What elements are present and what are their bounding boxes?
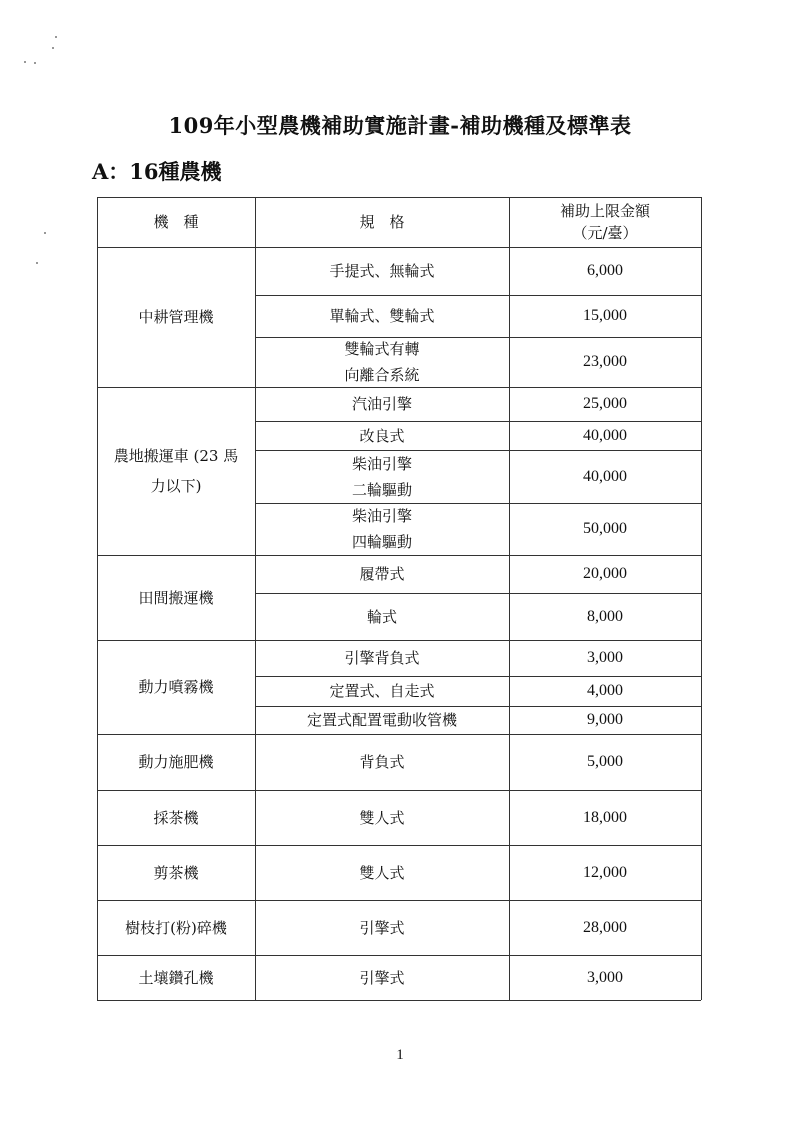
amount-cell [509, 734, 701, 790]
header-limit-unit: （元/臺） [572, 224, 638, 242]
amount-cell [509, 247, 701, 295]
header-machine-label: 機 種 [153, 213, 199, 231]
document-title: 109年小型農機補助實施計畫-補助機種及標準表 [168, 113, 632, 138]
spec-cell [255, 845, 509, 900]
amount-cell [509, 900, 701, 955]
spec-line: 雙人式 [359, 863, 405, 882]
amount-cell [509, 790, 701, 845]
spec-cell [255, 337, 509, 387]
spec-cell [255, 387, 509, 421]
machine-name-line: 動力施肥機 [138, 753, 214, 771]
machine-name [97, 734, 255, 790]
machine-name-line: 農地搬運車 (23 馬 [113, 447, 239, 465]
machine-name [97, 955, 255, 1000]
machine-name [97, 900, 255, 955]
spec-line: 手提式、無輪式 [329, 262, 435, 280]
machine-name-line: 土壤鑽孔機 [138, 968, 214, 987]
amount-cell [509, 295, 701, 337]
amount-cell [509, 421, 701, 450]
amount-value: 6,000 [587, 262, 623, 279]
amount-value: 15,000 [583, 307, 627, 324]
amount-cell [509, 955, 701, 1000]
spec-line: 引擎式 [359, 918, 405, 937]
spec-cell [255, 790, 509, 845]
amount-cell [509, 503, 701, 555]
spec-line: 汽油引擎 [351, 395, 412, 413]
spec-line: 引擎背負式 [344, 649, 420, 667]
amount-value: 28,000 [583, 918, 627, 936]
spec-line: 二輪驅動 [351, 480, 412, 499]
spec-cell [255, 247, 509, 295]
machine-name-line: 樹枝打(粉)碎機 [125, 918, 227, 937]
spec-line: 輪式 [366, 607, 397, 626]
amount-value: 40,000 [583, 426, 627, 444]
header-spec [255, 197, 509, 247]
header-machine [97, 197, 255, 247]
section-heading: A：16種農機 [92, 159, 222, 184]
amount-value: 20,000 [583, 565, 627, 582]
page-number: 1 [396, 1047, 404, 1063]
spec-line: 引擎式 [359, 968, 405, 987]
header-limit [509, 197, 701, 247]
spec-line: 雙人式 [359, 808, 405, 827]
spec-line: 定置式、自走式 [329, 682, 435, 700]
amount-cell [509, 337, 701, 387]
amount-value: 4,000 [587, 682, 623, 699]
amount-cell [509, 593, 701, 640]
machine-name [97, 555, 255, 640]
table-rule [701, 197, 702, 1000]
amount-cell [509, 640, 701, 676]
amount-value: 3,000 [587, 649, 623, 666]
spec-cell [255, 676, 509, 706]
spec-cell [255, 555, 509, 593]
amount-value: 18,000 [583, 808, 627, 826]
table-rule [97, 1000, 701, 1001]
spec-line: 向離合系統 [344, 366, 420, 384]
spec-cell [255, 503, 509, 555]
spec-line: 改良式 [359, 426, 405, 445]
machine-name-line: 中耕管理機 [138, 308, 214, 326]
spec-cell [255, 295, 509, 337]
spec-line: 單輪式、雙輪式 [329, 307, 435, 325]
amount-value: 5,000 [587, 753, 623, 770]
machine-name-line: 田間搬運機 [138, 588, 214, 607]
machine-name [97, 845, 255, 900]
amount-value: 23,000 [583, 353, 627, 370]
spec-cell [255, 900, 509, 955]
amount-value: 40,000 [583, 467, 627, 485]
machine-name [97, 387, 255, 555]
amount-value: 25,000 [583, 395, 627, 412]
spec-line: 雙輪式有轉 [344, 340, 420, 358]
amount-cell [509, 387, 701, 421]
spec-cell [255, 640, 509, 676]
amount-cell [509, 555, 701, 593]
machine-name-line: 力以下) [150, 477, 202, 495]
spec-cell [255, 734, 509, 790]
amount-value: 3,000 [587, 968, 623, 986]
amount-value: 50,000 [583, 520, 627, 537]
machine-name [97, 247, 255, 387]
spec-line: 定置式配置電動收管機 [306, 711, 457, 729]
spec-cell [255, 955, 509, 1000]
machine-name-line: 剪茶機 [153, 863, 199, 882]
spec-cell [255, 706, 509, 734]
spec-line: 背負式 [359, 753, 405, 771]
header-spec-label: 規 格 [359, 213, 405, 231]
machine-name [97, 640, 255, 734]
amount-value: 8,000 [587, 607, 623, 625]
spec-line: 柴油引擎 [351, 507, 412, 525]
header-limit-label: 補助上限金額 [559, 202, 650, 220]
amount-cell [509, 706, 701, 734]
amount-cell [509, 450, 701, 503]
machine-name [97, 790, 255, 845]
machine-name-line: 採茶機 [153, 808, 199, 827]
amount-value: 9,000 [587, 711, 623, 728]
amount-cell [509, 676, 701, 706]
spec-cell [255, 593, 509, 640]
spec-line: 履帶式 [359, 565, 405, 583]
machine-name-line: 動力噴霧機 [138, 678, 214, 696]
spec-line: 四輪驅動 [351, 533, 412, 551]
spec-cell [255, 421, 509, 450]
spec-line: 柴油引擎 [351, 454, 412, 473]
amount-cell [509, 845, 701, 900]
amount-value: 12,000 [583, 863, 627, 881]
spec-cell [255, 450, 509, 503]
